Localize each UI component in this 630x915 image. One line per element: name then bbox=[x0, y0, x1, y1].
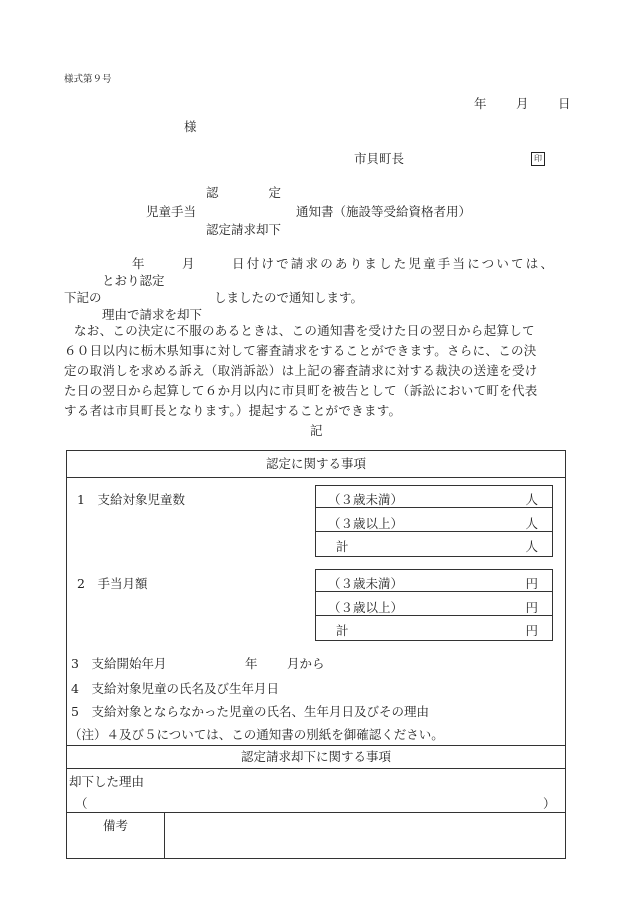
row-label: （３歳以上） bbox=[328, 516, 404, 531]
title-left: 児童手当 bbox=[146, 204, 197, 219]
divider bbox=[67, 477, 565, 478]
issuer-name: 市貝町長 bbox=[354, 151, 405, 166]
notice-line: する者は市貝町長となります。）提起することができます。 bbox=[64, 403, 402, 418]
row-label: （３歳未満） bbox=[328, 576, 404, 591]
notice-line: 定の取消しを求める訴え（取消訴訟）は上記の審査請求に対する裁決の送達を受け bbox=[64, 363, 538, 378]
item3-label: 3 支給開始年月 bbox=[71, 656, 167, 671]
item3-year: 年 bbox=[245, 656, 258, 671]
section-reject-heading: 認定請求却下に関する事項 bbox=[240, 749, 391, 764]
date-day: 日 bbox=[558, 96, 571, 111]
allowance-row bbox=[316, 617, 552, 639]
intro-option-reject: 理由で請求を却下 bbox=[102, 307, 203, 322]
notice-line: た日の翌日から起算して６か月以内に市貝町を被告として（訴訟において町を代表 bbox=[64, 383, 538, 398]
intro-option-approve: とおり認定 bbox=[102, 273, 165, 288]
child-count-row bbox=[316, 510, 552, 532]
divider bbox=[67, 812, 565, 813]
date-month: 月 bbox=[516, 96, 529, 111]
paren-open: （ bbox=[75, 796, 88, 811]
row-label: 計 bbox=[336, 539, 349, 554]
date-year: 年 bbox=[474, 96, 487, 111]
ki-heading: 記 bbox=[310, 423, 323, 438]
child-count-box bbox=[315, 485, 553, 557]
intro-year: 年 bbox=[132, 256, 145, 271]
item1-label: 1 支給対象児童数 bbox=[77, 492, 185, 507]
section-approval-heading: 認定に関する事項 bbox=[265, 456, 366, 471]
addressee-suffix: 様 bbox=[184, 119, 197, 134]
allowance-box bbox=[315, 569, 553, 641]
row-unit: 人 bbox=[525, 539, 538, 554]
row-label: 計 bbox=[336, 623, 349, 638]
item2-label: 2 手当月額 bbox=[77, 576, 148, 591]
row-label: （３歳以上） bbox=[328, 600, 404, 615]
child-count-row bbox=[316, 486, 552, 508]
intro-month: 月 bbox=[182, 256, 195, 271]
remarks-label: 備考 bbox=[102, 818, 128, 833]
item3-month: 月から bbox=[287, 656, 325, 671]
note-text: （注）４及び５については、この通知書の別紙を御確認ください。 bbox=[69, 727, 444, 742]
form-number: 様式第９号 bbox=[64, 74, 112, 85]
intro-line2-right: しましたので通知します。 bbox=[214, 290, 364, 305]
row-unit: 円 bbox=[525, 600, 538, 615]
row-unit: 円 bbox=[525, 576, 538, 591]
item5-label: 5 支給対象とならなかった児童の氏名、生年月日及びその理由 bbox=[71, 704, 429, 719]
row-unit: 人 bbox=[525, 516, 538, 531]
divider bbox=[164, 812, 165, 859]
title-approval: 認 定 bbox=[206, 185, 282, 200]
row-unit: 円 bbox=[525, 623, 538, 638]
paren-close: ） bbox=[543, 796, 556, 811]
details-table bbox=[66, 450, 566, 859]
seal-mark: 印 bbox=[531, 152, 545, 166]
intro-line2-left: 下記の bbox=[64, 290, 102, 305]
divider bbox=[67, 768, 565, 769]
divider bbox=[67, 745, 565, 746]
row-label: （３歳未満） bbox=[328, 492, 404, 507]
item4-label: 4 支給対象児童の氏名及び生年月日 bbox=[71, 681, 279, 696]
allowance-row bbox=[316, 570, 552, 592]
title-rejection: 認定請求却下 bbox=[206, 222, 282, 237]
row-unit: 人 bbox=[525, 492, 538, 507]
allowance-row bbox=[316, 594, 552, 616]
notice-line: なお、この決定に不服のあるときは、この通知書を受けた日の翌日から起算して bbox=[74, 323, 535, 338]
title-right: 通知書（施設等受給資格者用） bbox=[296, 204, 472, 219]
notice-line: ６０日以内に栃木県知事に対して審査請求をすることができます。さらに、この決 bbox=[64, 343, 537, 358]
reject-reason-label: 却下した理由 bbox=[69, 774, 145, 789]
notice-paragraph bbox=[64, 321, 584, 421]
child-count-row bbox=[316, 533, 552, 555]
intro-line1: 日付けで請求のありました児童手当については、 bbox=[232, 256, 556, 271]
